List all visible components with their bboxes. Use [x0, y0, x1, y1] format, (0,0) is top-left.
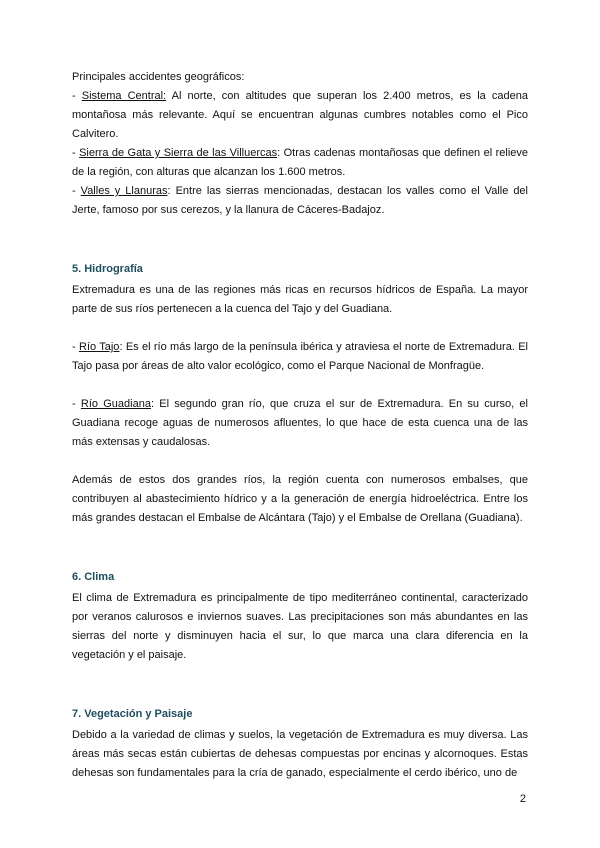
rio-tajo-term: Río Tajo: [79, 341, 120, 353]
item-prefix: -: [72, 185, 81, 197]
geo-item-sistema-central: [72, 87, 528, 144]
vegetacion-paragraph: Debido a la variedad de climas y suelos, la vegetación de Extremadura es muy diversa. Las áreas más secas están cubiertas de dehesas compuestas por encinas y alcornoques. Estas dehesas son fundamentales para la cría de ganado, especialmente el cerdo ibérico, uno de: [72, 729, 528, 779]
item-prefix: -: [72, 398, 81, 410]
rio-guadiana-paragraph: [72, 395, 528, 452]
page-number: 2: [519, 793, 526, 805]
embalses-paragraph: Además de estos dos grandes ríos, la región cuenta con numerosos embalses, que contribuyen al abastecimiento hídrico y a la generación de energía hidroeléctrica. Entre los más grandes destacan el Embalse de Alcántara (Tajo) y el Embalse de Orellana (Guadiana).: [72, 474, 528, 524]
section-heading-clima: 6. Clima: [72, 571, 115, 583]
section-heading-hidrografia: 5. Hidrografía: [72, 263, 143, 275]
geo-item-valles: [72, 182, 528, 220]
geo-item-sierras: [72, 144, 528, 182]
item-term: Sistema Central:: [81, 90, 167, 102]
rio-tajo-paragraph: [72, 338, 528, 376]
item-term: Valles y Llanuras: [80, 185, 168, 197]
item-text: : Otras cadenas montañosas que definen el relieve de la región, con alturas que alcanzan los 1.600 metros.: [72, 147, 528, 178]
clima-paragraph: El clima de Extremadura es principalmente de tipo mediterráneo continental, caracterizado por veranos calurosos e inviernos suaves. Las precipitaciones son más abundantes en las sierras del norte y disminuyen hacia el sur, lo que marca una clara diferencia en la vegetación y el paisaje.: [72, 592, 528, 661]
rio-guadiana-text: : El segundo gran río, que cruza el sur de Extremadura. En su curso, el Guadiana recoge aguas de numerosos afluentes, lo que hace de esta cuenca una de las más extensas y caudalosas.: [72, 398, 528, 448]
rio-tajo-text: : Es el río más largo de la península ibérica y atraviesa el norte de Extremadura. El Tajo pasa por áreas de alto valor ecológico, como el Parque Nacional de Monfragüe.: [72, 341, 528, 372]
item-prefix: -: [72, 90, 82, 102]
document-page: [72, 68, 528, 783]
item-prefix: -: [72, 147, 80, 159]
item-text: : Entre las sierras mencionadas, destacan los valles como el Valle del Jerte, famoso por sus cerezos, y la llanura de Cáceres-Badajoz.: [72, 185, 528, 216]
item-text: Al norte, con altitudes que superan los 2.400 metros, es la cadena montañosa más relevante. Aquí se encuentran algunas cumbres notables como el Pico Calvitero.: [72, 90, 528, 140]
rio-guadiana-term: Río Guadiana: [80, 398, 151, 410]
section-heading-vegetacion: 7. Vegetación y Paisaje: [72, 708, 193, 720]
item-prefix: -: [72, 341, 79, 353]
item-term: Sierra de Gata y Sierra de las Villuercas: [79, 147, 278, 159]
hidrografia-paragraph: Extremadura es una de las regiones más ricas en recursos hídricos de España. La mayor parte de sus ríos pertenecen a la cuenca del Tajo y del Guadiana.: [72, 284, 528, 315]
geo-intro: Principales accidentes geográficos:: [72, 71, 245, 83]
